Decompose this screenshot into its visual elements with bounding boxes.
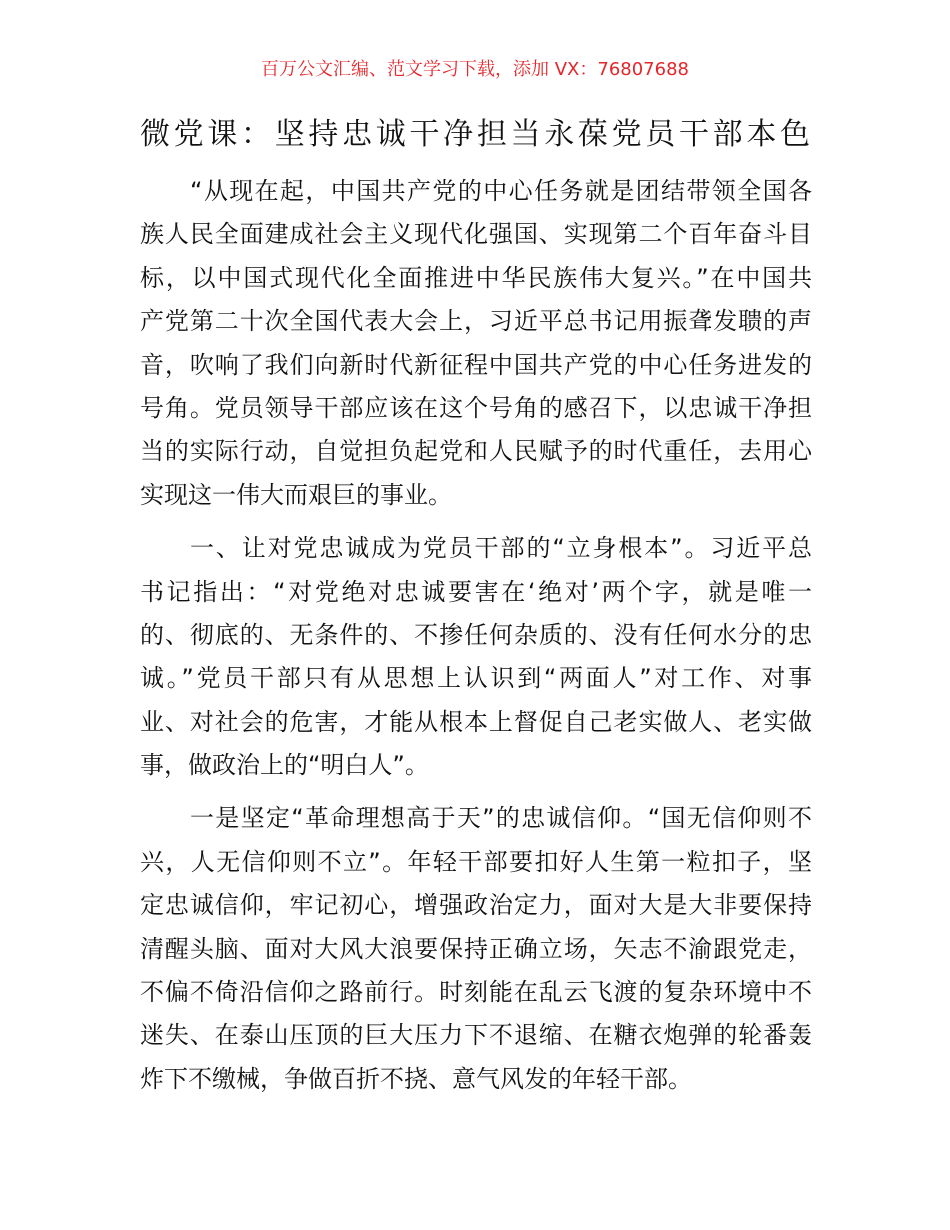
text-line: 音，吹响了我们向新时代新征程中国共产党的中心任务进发的: [140, 350, 812, 379]
text-line: 一是坚定“革命理想高于天”的忠诚信仰。“国无信仰则不: [190, 804, 812, 833]
text-line: 清醒头脑、面对大风大浪要保持正确立场，矢志不渝跟党走，: [140, 934, 812, 963]
text-line: 标，以中国式现代化全面推进中华民族伟大复兴。”在中国共: [140, 263, 812, 292]
text-line: 当的实际行动，自觉担负起党和人民赋予的时代重任，去用心: [140, 437, 812, 466]
text-line: 炸下不缴械，争做百折不挠、意气风发的年轻干部。: [140, 1064, 692, 1093]
paragraph: [140, 797, 812, 1101]
document-title: 微党课：坚持忠诚干净担当永葆党员干部本色: [140, 117, 810, 152]
text-line: 一、让对党忠诚成为党员干部的“立身根本”。习近平总: [190, 534, 812, 563]
text-line: 的、彻底的、无条件的、不掺任何杂质的、没有任何水分的忠: [140, 620, 812, 649]
paragraph: [140, 527, 812, 787]
text-line: 业、对社会的危害，才能从根本上督促自己老实做人、老实做: [140, 707, 812, 736]
text-line: 定忠诚信仰，牢记初心，增强政治定力，面对大是大非要保持: [140, 891, 812, 920]
text-line: 号角。党员领导干部应该在这个号角的感召下，以忠诚干净担: [140, 393, 812, 422]
document-body: [140, 170, 812, 1111]
text-line: 实现这一伟大而艰巨的事业。: [140, 480, 452, 509]
watermark-header: 百万公文汇编、范文学习下载，添加 VX：76807688: [261, 59, 689, 80]
text-line: 事，做政治上的“明白人”。: [140, 751, 429, 780]
text-line: 不偏不倚沿信仰之路前行。时刻能在乱云飞渡的复杂环境中不: [140, 978, 812, 1007]
text-line: 兴，人无信仰则不立”。年轻干部要扣好人生第一粒扣子，坚: [140, 847, 812, 876]
text-line: 诚。”党员干部只有从思想上认识到“两面人”对工作、对事: [140, 664, 812, 693]
text-line: 迷失、在泰山压顶的巨大压力下不退缩、在糖衣炮弹的轮番轰: [140, 1021, 812, 1050]
text-line: “从现在起，中国共产党的中心任务就是团结带领全国各: [190, 177, 812, 205]
text-line: 产党第二十次全国代表大会上，习近平总书记用振聋发聩的声: [140, 307, 812, 336]
text-line: 族人民全面建成社会主义现代化强国、实现第二个百年奋斗目: [140, 220, 812, 249]
paragraph: [140, 170, 812, 517]
text-line: 书记指出：“对党绝对忠诚要害在‘绝对’两个字，就是唯一: [140, 577, 812, 606]
